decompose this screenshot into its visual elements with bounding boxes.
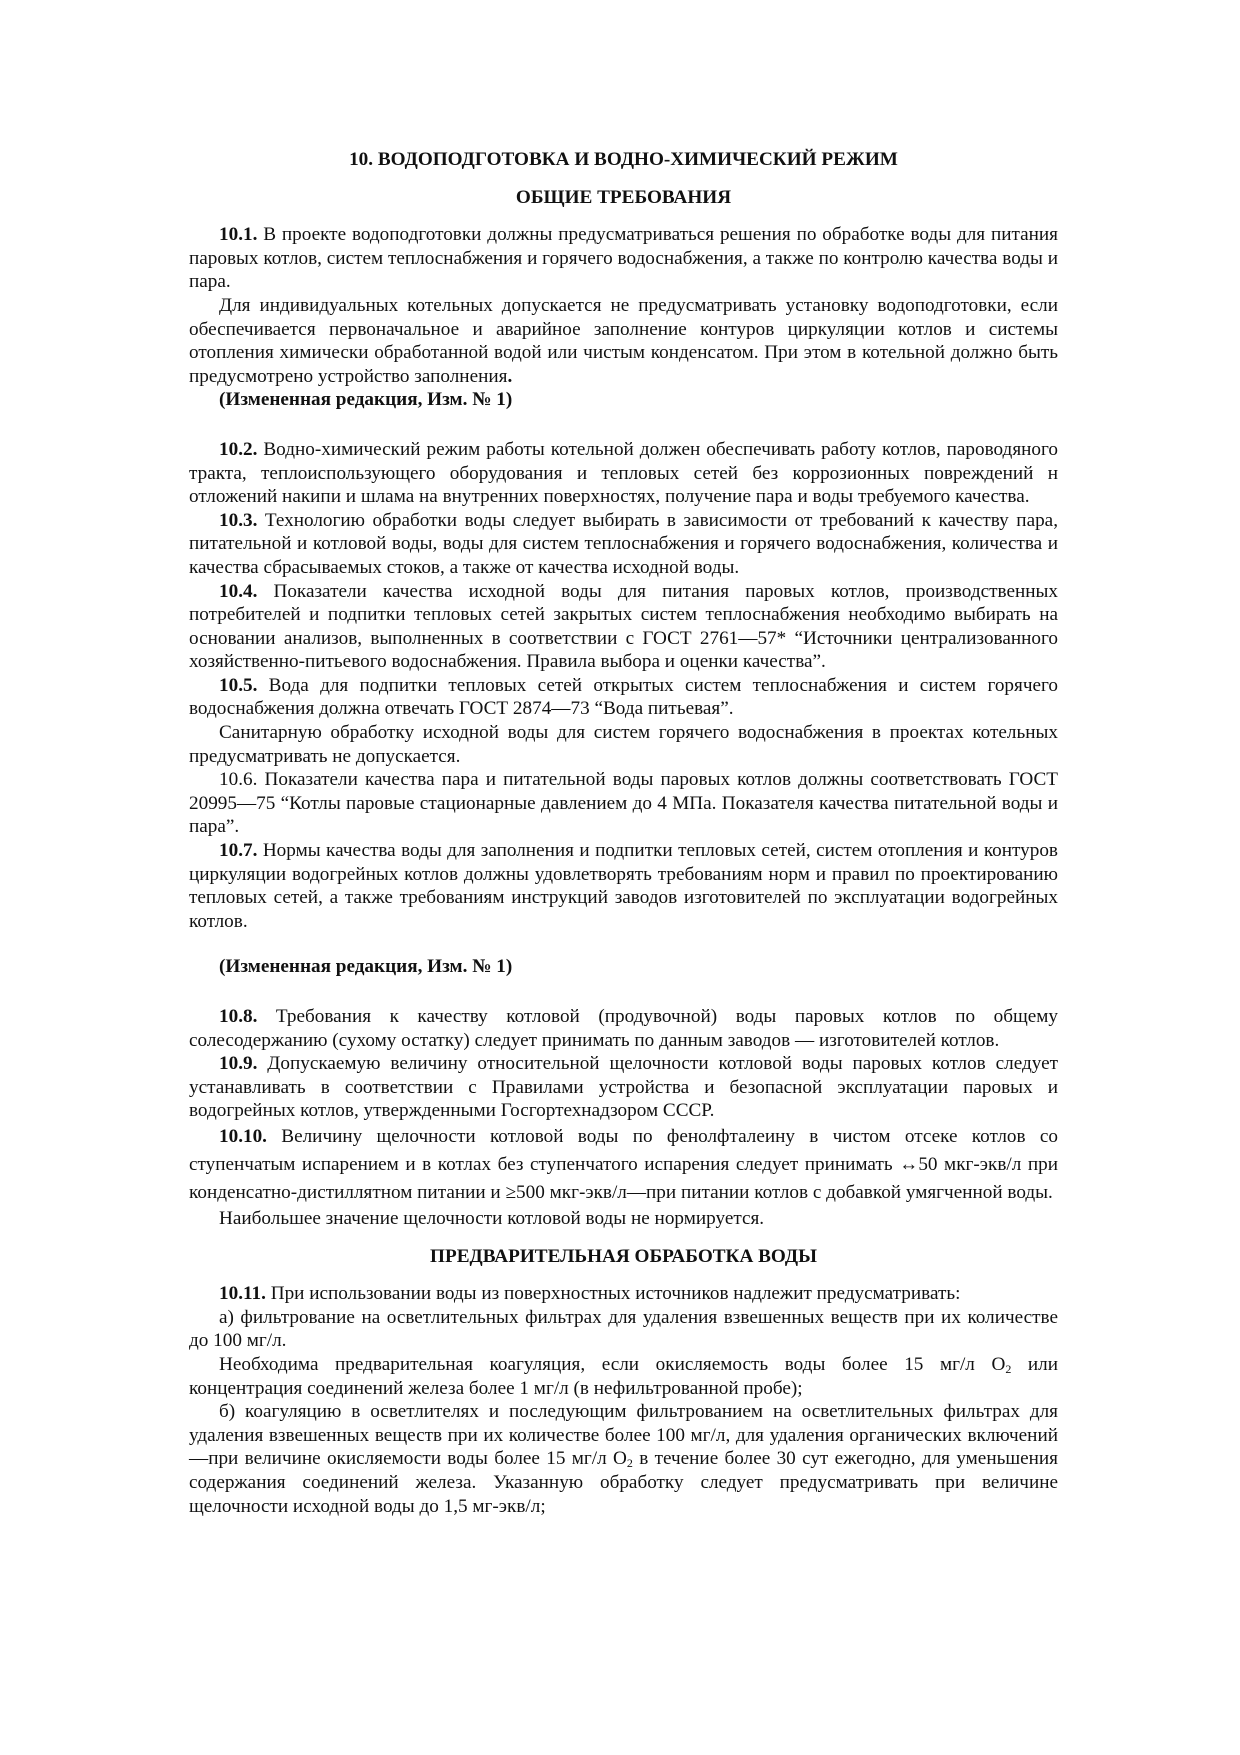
paragraph-10-10-note: Наибольшее значение щелочности котловой воды не нормируется. [219, 1207, 765, 1229]
document-page [189, 148, 1058, 1518]
clause-number: 10.8. [219, 1006, 258, 1027]
amendment-note: (Измененная редакция, Изм. № 1) [219, 389, 513, 411]
paragraph-10-11: 10.11. При использовании воды из поверхностных источников надлежит предусматривать: [219, 1283, 961, 1305]
paragraph-10-11-note: Необходима предварительная коагуляция, если окисляемость воды более 15 мг/л $О_2$ или концентрация соединений железа более 1 мг/л (в нефильтрованной пробе); [189, 1353, 1058, 1399]
clause-number: 10.2. [219, 438, 258, 460]
clause-number: 10.9. [219, 1053, 258, 1075]
clause-number: 10.10. [219, 1125, 267, 1147]
paragraph-10-1: 10.1. В проекте водоподготовки должны предусматриваться решения по обработке воды для питания паровых котлов, систем теплоснабжения и горячего водоснабжения, а также по контролю качества воды и пара. [189, 224, 1059, 293]
paragraph-10-5: 10.5. Вода для подпитки тепловых сетей открытых систем теплоснабжения и систем горячего водоснабжения должна отвечать ГОСТ 2874—73 “Вода питьевая”. [189, 674, 1058, 720]
section-heading-pretreatment: ПРЕДВАРИТЕЛЬНАЯ ОБРАБОТКА ВОДЫ [430, 1245, 817, 1267]
clause-number: 10.1. [219, 224, 258, 246]
section-heading-general: ОБЩИЕ ТРЕБОВАНИЯ [515, 186, 732, 208]
clause-number: 10.4. [219, 580, 258, 602]
amendment-note: (Измененная редакция, Изм. № 1) [219, 956, 513, 978]
paragraph-10-2: 10.2. Водно-химический режим работы котельной должен обеспечивать работу котлов, пароводяного тракта, теплоиспользующего оборудования и тепловых сетей без коррозионных повреждений н отложений накипи и шлама на внутренних поверхностях, получение пара и воды требуемого качества. [189, 438, 1058, 508]
clause-number: 10.11. [219, 1283, 266, 1305]
paragraph-10-5-note: Санитарную обработку исходной воды для систем горячего водоснабжения в проектах котельных предусматривать не допускается. [189, 722, 1058, 767]
paragraph-10-11-b: б) коагуляцию в осветлителях и последующим фильтрованием на осветлительных фильтрах для удаления взвешенных веществ при их количестве более 100 мг/л, для удаления органических включений—при величине окисляемости воды более 15 мг/л $О_2$ в течение более 30 сут ежегодно, для уменьшения содержания соединений железа. Указанную обработку следует предусматривать при величине щелочности исходной воды до 1,5 мг-экв/л; [189, 1401, 1059, 1517]
paragraph-10-4: 10.4. Показатели качества исходной воды для питания паровых котлов, производственных потребителей и подпитки тепловых сетей закрытых систем теплоснабжения необходимо выбирать на основании анализов, выполненных в соответствии с ГОСТ 2761—57* “Источники централизованного хозяйственно-питьевого водоснабжения. Правила выбора и оценки качества”. [189, 580, 1059, 673]
clause-number: 10.7. [219, 840, 258, 862]
paragraph-10-9: 10.9. Допускаемую величину относительной щелочности котловой воды паровых котлов следует устанавливать в соответствии с Правилами устройства и безопасной эксплуатации паровых и водогрейных котлов, утвержденными Госгортехнадзором СССР. [189, 1053, 1058, 1122]
paragraph-10-8: 10.8. Требования к качеству котловой (продувочной) воды паровых котлов по общему солесодержанию (сухому остатку) следует принимать по данным заводов — изготовителей котлов. [189, 1006, 1058, 1051]
paragraph-10-3: 10.3. Технологию обработки воды следует выбирать в зависимости от требований к качеству пара, питательной и котловой воды, воды для систем теплоснабжения и горячего водоснабжения, количества и качества сбрасываемых стоков, а также от качества исходной воды. [189, 509, 1058, 578]
paragraph-10-7: 10.7. Нормы качества воды для заполнения и подпитки тепловых сетей, систем отопления и контуров циркуляции водогрейных котлов должны удовлетворять требованиям норм и правил по проектированию тепловых сетей, а также требованиям инструкций заводов изготовителей по эксплуатации водогрейных котлов. [189, 840, 1058, 932]
paragraph-10-6: 10.6. Показатели качества пара и питательной воды паровых котлов должны соответствовать ГОСТ 20995—75 “Котлы паровые стационарные давлением до 4 МПа. Показателя качества питательной воды и пара”. [189, 769, 1058, 838]
paragraph-10-1-note: Для индивидуальных котельных допускается не предусматривать установку водоподготовки, если обеспечивается первоначальное и аварийное заполнение контуров циркуляции котлов и системы отопления химически обработанной водой или чистым конденсатом. При этом в котельной должно быть предусмотрено устройство заполнения. [189, 294, 1058, 387]
clause-number: 10.5. [219, 674, 258, 696]
document-title: 10. ВОДОПОДГОТОВКА И ВОДНО-ХИМИЧЕСКИЙ РЕЖИМ [349, 149, 898, 170]
paragraph-10-10: 10.10. Величину щелочности котловой воды по фенолфталеину в чистом отсеке котлов со ступенчатым испарением и в котлах без ступенчатого испарения следует принимать ↔50 мкг-экв/л при конденсатно-дистиллятном питании и ≥500 мкг-экв/л—при питании котлов с добавкой умягченной воды. [189, 1125, 1059, 1203]
clause-number: 10.3. [219, 509, 258, 531]
paragraph-10-11-a: а) фильтрование на осветлительных фильтрах для удаления взвешенных веществ при их количестве до 100 мг/л. [189, 1306, 1058, 1352]
